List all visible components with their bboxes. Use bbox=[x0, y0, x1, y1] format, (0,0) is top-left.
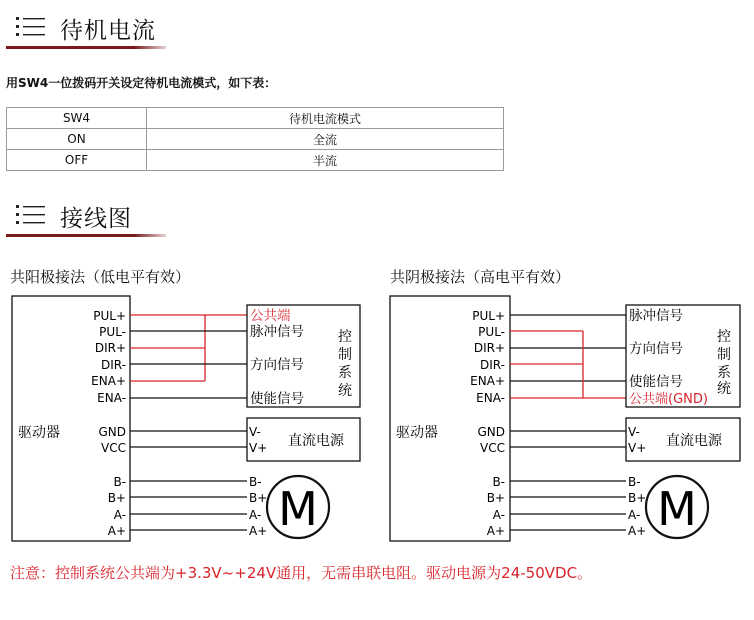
driver-label: 驱动器 bbox=[396, 425, 438, 441]
control-label: 脉冲信号 bbox=[250, 324, 304, 340]
pin-label: DIR+ bbox=[473, 341, 505, 355]
pin-label: PUL- bbox=[99, 325, 126, 339]
motor-terminal-label: A- bbox=[249, 508, 262, 522]
pin-label: B- bbox=[113, 475, 126, 489]
pin-label: PUL- bbox=[478, 325, 505, 339]
pin-label: PUL+ bbox=[472, 309, 505, 323]
intro-text: 用SW4一位拨码开关设定待机电流模式，如下表： bbox=[6, 76, 277, 90]
control-system-label: 统 bbox=[717, 381, 731, 397]
pin-label: ENA+ bbox=[91, 374, 126, 388]
pin-label: B- bbox=[492, 475, 505, 489]
motor-terminal-label: A+ bbox=[628, 524, 647, 538]
table-cell: SW4 bbox=[7, 108, 147, 129]
pin-label: DIR- bbox=[101, 358, 126, 372]
pin-label: A+ bbox=[486, 524, 505, 538]
control-system-label: 系 bbox=[717, 365, 731, 381]
pin-label: A- bbox=[113, 508, 126, 522]
pin-label: A+ bbox=[107, 524, 126, 538]
signal-wires bbox=[130, 331, 247, 530]
diagram-common-cathode bbox=[390, 296, 740, 541]
control-system-label: 控 bbox=[717, 329, 731, 345]
common-wires bbox=[130, 315, 247, 381]
diagram-title-common-anode: 共阳极接法（低电平有效） bbox=[10, 268, 191, 286]
motor-terminal-label: B+ bbox=[628, 491, 647, 505]
note-text: 注意：控制系统公共端为+3.3V~+24V通用，无需串联电阻。驱动电源为24-50VDC。 bbox=[10, 564, 593, 582]
motor-terminal-label: B+ bbox=[249, 491, 268, 505]
power-terminal-label: V- bbox=[249, 425, 261, 439]
control-system-label: 制 bbox=[338, 347, 352, 363]
section-title: 接线图 bbox=[60, 206, 132, 232]
power-supply-label: 直流电源 bbox=[666, 433, 722, 449]
pin-label: PUL+ bbox=[93, 309, 126, 323]
diagram-title-common-cathode: 共阴极接法（高电平有效） bbox=[390, 268, 571, 286]
motor-terminal-label: B- bbox=[249, 475, 262, 489]
motor-symbol: M bbox=[657, 482, 697, 536]
pin-label: GND bbox=[477, 425, 505, 439]
common-wires bbox=[510, 331, 626, 398]
control-label: 公共端 bbox=[250, 308, 291, 324]
control-label: 方向信号 bbox=[629, 341, 683, 357]
control-label: 公共端(GND) bbox=[629, 392, 708, 407]
pin-label: A- bbox=[492, 508, 505, 522]
table-cell: OFF bbox=[7, 150, 147, 171]
table-cell: 全流 bbox=[147, 129, 504, 150]
pin-label: VCC bbox=[101, 441, 126, 455]
driver-label: 驱动器 bbox=[18, 425, 60, 441]
control-system-label: 制 bbox=[717, 347, 731, 363]
pin-label: ENA- bbox=[97, 391, 126, 405]
pin-label: B+ bbox=[486, 491, 505, 505]
control-label: 使能信号 bbox=[629, 374, 683, 390]
control-label: 脉冲信号 bbox=[629, 308, 683, 324]
control-system-label: 系 bbox=[338, 365, 352, 381]
table-cell: 半流 bbox=[147, 150, 504, 171]
pin-label: DIR- bbox=[480, 358, 505, 372]
motor-terminal-label: A- bbox=[628, 508, 641, 522]
control-label: 使能信号 bbox=[250, 391, 304, 407]
table-cell: ON bbox=[7, 129, 147, 150]
pin-label: DIR+ bbox=[94, 341, 126, 355]
signal-wires bbox=[510, 315, 626, 530]
motor-terminal-label: B- bbox=[628, 475, 641, 489]
control-system-label: 统 bbox=[338, 383, 352, 399]
pin-label: ENA+ bbox=[470, 374, 505, 388]
diagram-common-anode bbox=[12, 296, 360, 541]
pin-label: GND bbox=[98, 425, 126, 439]
power-terminal-label: V+ bbox=[249, 441, 268, 455]
power-terminal-label: V- bbox=[628, 425, 640, 439]
control-system-label: 控 bbox=[338, 329, 352, 345]
pin-label: ENA- bbox=[476, 391, 505, 405]
motor-terminal-label: A+ bbox=[249, 524, 268, 538]
section-title: 待机电流 bbox=[60, 18, 156, 44]
power-terminal-label: V+ bbox=[628, 441, 647, 455]
pin-label: B+ bbox=[107, 491, 126, 505]
table-cell: 待机电流模式 bbox=[147, 108, 504, 129]
pin-label: VCC bbox=[480, 441, 505, 455]
power-supply-label: 直流电源 bbox=[288, 433, 344, 449]
control-label: 方向信号 bbox=[250, 357, 304, 373]
motor-symbol: M bbox=[278, 482, 318, 536]
